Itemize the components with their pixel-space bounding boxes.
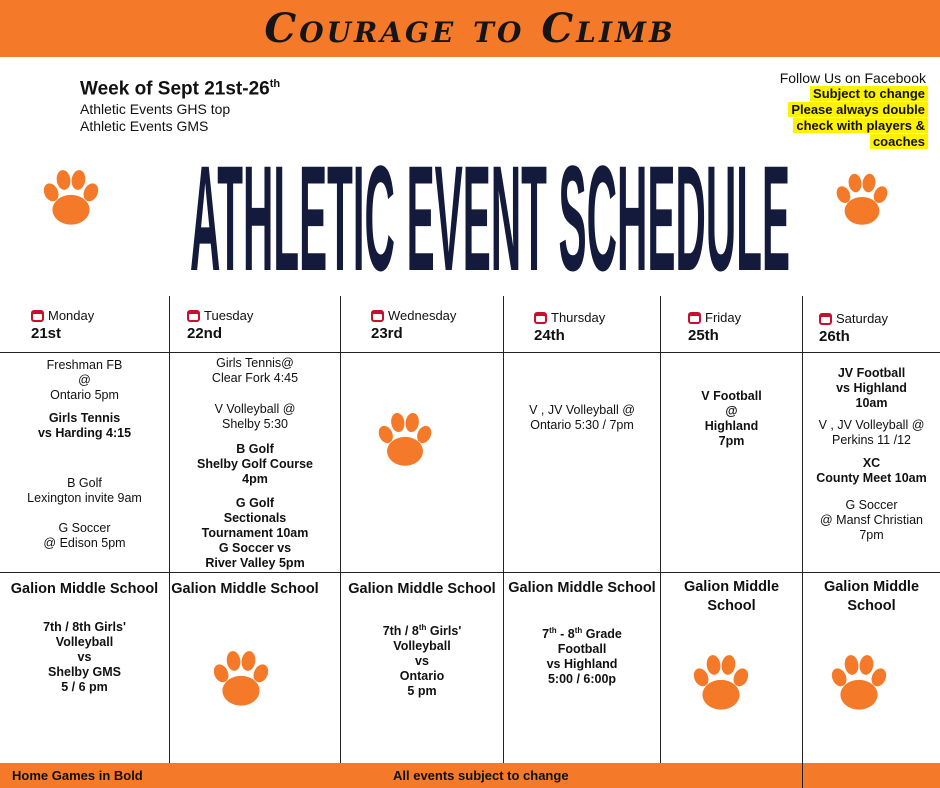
paw-icon: [833, 166, 891, 232]
ghs-legend: Athletic Events GHS top: [80, 101, 231, 117]
ghs-monday-events: Freshman FB @ Ontario 5pm Girls Tennis vs Harding 4:15 B Golf Lexington invite 9am G Soccer @ Edison 5pm: [27, 358, 142, 550]
ghs-tuesday-events: Girls Tennis@ Clear Fork 4:45 V Volleyball @ Shelby 5:30 B Golf Shelby Golf Course 4pm G Golf Sectionals Tournament 10am G Soccer vs River Valley 5pm: [197, 356, 313, 570]
day-header-thursday: Thursday 24th: [534, 310, 606, 344]
calendar-icon: [688, 312, 701, 324]
ghs-friday-events: V Football @ Highland 7pm: [701, 389, 762, 448]
day-header-friday: Friday 25th: [688, 310, 742, 344]
calendar-icon: [187, 310, 200, 322]
svg-text:ATHLETIC EVENT SCHEDULE: ATHLETIC EVENT SCHEDULE: [190, 134, 790, 282]
top-banner: [0, 0, 940, 57]
gms-heading: Galion Middle School: [683, 579, 780, 614]
schedule-grid: [0, 296, 940, 763]
paw-icon: [40, 162, 102, 232]
gms-wednesday-events: 7th / 8th Girls' Volleyball vs Ontario 5 pm: [382, 623, 462, 699]
notice-box: Subject to change Please always double check with players & coaches: [778, 86, 928, 150]
gms-heading: Galion Middle School: [171, 581, 319, 597]
gms-thursday-events: 7th - 8th Grade Football vs Highland 5:00 / 6:00p: [542, 626, 622, 687]
calendar-icon: [371, 310, 384, 322]
day-header-saturday: Saturday 26th: [819, 311, 889, 345]
day-header-wednesday: Wednesday 23rd: [371, 308, 457, 342]
gms-heading: Galion Middle School: [348, 581, 496, 597]
ghs-saturday-events: JV Football vs Highland 10am V , JV Volleyball @ Perkins 11 /12 XC County Meet 10am G Soccer @ Mansf Christian 7pm: [816, 366, 927, 542]
gms-heading: Galion Middle School: [823, 579, 920, 614]
week-title: Week of Sept 21st-26th: [80, 78, 281, 100]
gms-monday-events: 7th / 8th Girls' Volleyball vs Shelby GMS 5 / 6 pm: [43, 620, 126, 694]
paw-icon: [828, 640, 890, 724]
ghs-thursday-events: V , JV Volleyball @ Ontario 5:30 / 7pm: [529, 403, 635, 432]
facebook-link[interactable]: Follow Us on Facebook: [779, 70, 926, 86]
calendar-icon: [534, 312, 547, 324]
day-header-monday: Monday 21st: [31, 308, 95, 342]
banner-title: Courage to Climb: [264, 5, 676, 52]
footer-home-games: Home Games in Bold: [12, 768, 143, 783]
paw-icon: [375, 399, 435, 479]
main-title: [188, 132, 792, 282]
gms-legend: Athletic Events GMS: [80, 118, 209, 134]
day-header-tuesday: Tuesday 22nd: [187, 308, 254, 342]
paw-icon: [210, 636, 272, 720]
calendar-icon: [31, 310, 44, 322]
gms-heading: Galion Middle School: [508, 580, 656, 596]
paw-icon: [690, 640, 752, 724]
footer-subject-to-change: All events subject to change: [393, 768, 569, 783]
gms-heading: Galion Middle School: [10, 581, 159, 597]
calendar-icon: [819, 313, 832, 325]
